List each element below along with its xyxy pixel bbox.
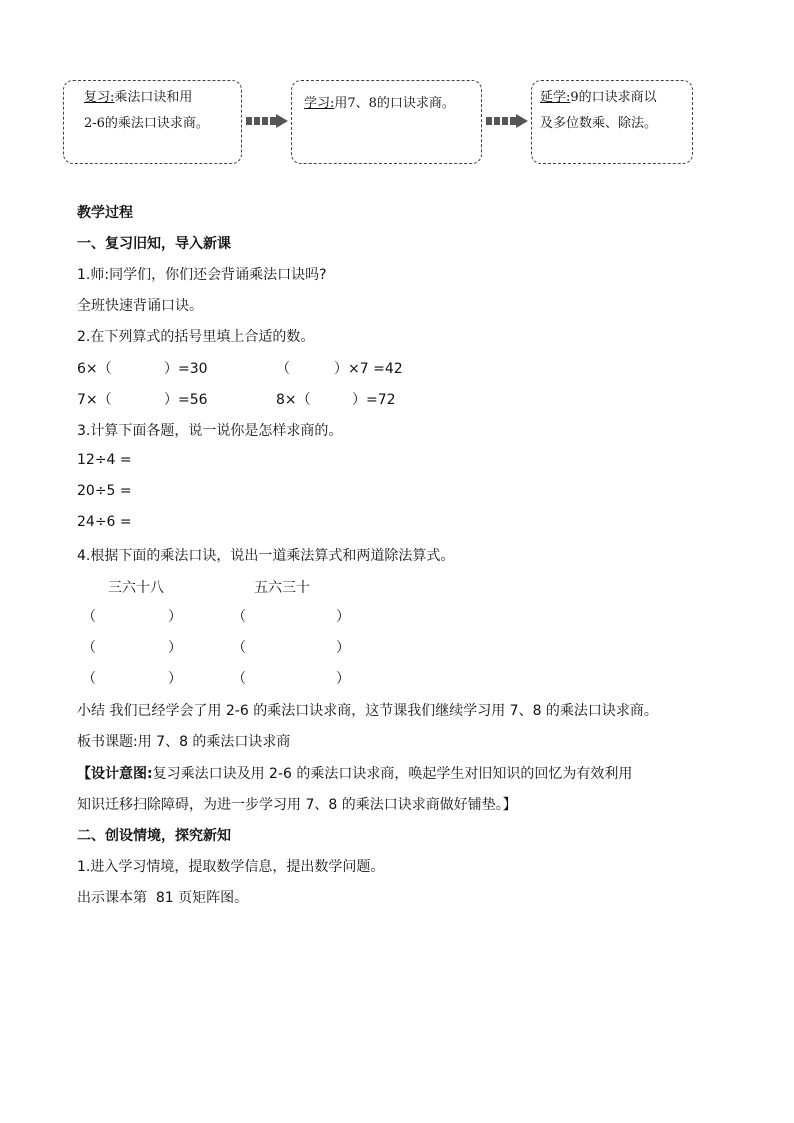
blank-open-3a: （: [82, 671, 96, 687]
arrow-icon-1: [246, 114, 288, 128]
equation-2a-left: 7×（: [77, 392, 112, 408]
blank-open-2b: （: [232, 640, 246, 656]
blank-close-1b: ）: [336, 609, 350, 625]
blank-close-3b: ）: [336, 671, 350, 687]
flow-tag-extend: 延学:: [540, 90, 571, 105]
equation-2b-right: ）=72: [352, 392, 396, 408]
blank-open-1b: （: [232, 609, 246, 625]
arrow-icon-2: [486, 114, 528, 128]
blank-close-2b: ）: [336, 640, 350, 656]
equation-1a-right: ）=30: [164, 361, 208, 377]
rhyme-2: 五六三十: [254, 580, 310, 596]
blank-open-2a: （: [82, 640, 96, 656]
flow-tag-review: 复习:: [84, 90, 115, 105]
question-4: 4.根据下面的乘法口诀，说出一道乘法算式和两道除法算式。: [77, 548, 455, 564]
equation-2a-right: ）=56: [164, 392, 208, 408]
equation-2b-left: 8×（: [276, 392, 311, 408]
flow-text-extend-1: 9的口诀求商以: [570, 90, 657, 105]
equation-1b-right: ）×7 =42: [334, 361, 403, 377]
process-title: 教学过程: [77, 205, 133, 221]
board-title: 板书课题:用 7、8 的乘法口诀求商: [77, 734, 291, 750]
blank-close-1a: ）: [168, 609, 182, 625]
blank-close-3a: ）: [168, 671, 182, 687]
section-1-heading: 一、复习旧知，导入新课: [77, 236, 231, 252]
question-1: 1.师:同学们，你们还会背诵乘法口诀吗?: [77, 267, 327, 283]
calc-item-2: 20÷5 =: [77, 483, 132, 499]
design-intent-label: 【设计意图:: [77, 766, 153, 782]
question-3: 3.计算下面各题，说一说你是怎样求商的。: [77, 423, 343, 439]
section-2-question-1: 1.进入学习情境，提取数学信息，提出数学问题。: [77, 859, 385, 875]
question-2: 2.在下列算式的括号里填上合适的数。: [77, 329, 315, 345]
design-intent-text-1: 复习乘法口诀及用 2-6 的乘法口诀求商，唤起学生对旧知识的回忆为有效利用: [152, 766, 633, 782]
blank-open-3b: （: [232, 671, 246, 687]
flow-box-review: [63, 80, 242, 164]
flow-box-learn: [291, 80, 482, 164]
section-2-heading: 二、创设情境，探究新知: [77, 828, 231, 844]
design-intent-line-1: [77, 763, 632, 783]
rhyme-1: 三六十八: [108, 580, 164, 596]
summary: 小结 我们已经学会了用 2-6 的乘法口诀求商，这节课我们继续学习用 7、8 的乘法口诀求商。: [77, 703, 658, 719]
section-2-show: 出示课本第 81 页矩阵图。: [77, 890, 249, 906]
calc-item-1: 12÷4 =: [77, 452, 132, 468]
blank-close-2a: ）: [168, 640, 182, 656]
flow-tag-learn: 学习:: [304, 96, 335, 111]
flow-text-learn-1: 用7、8的口诀求商。: [334, 96, 455, 111]
equation-1a-left: 6×（: [77, 361, 112, 377]
flow-box-extend: [531, 80, 693, 164]
flow-text-review-2: 2-6的乘法口诀求商。: [84, 116, 209, 131]
design-intent-line-2: 知识迁移扫除障碍，为进一步学习用 7、8 的乘法口诀求商做好铺垫。】: [77, 797, 517, 813]
flow-text-extend-2: 及多位数乘、除法。: [540, 116, 658, 131]
blank-open-1a: （: [82, 609, 96, 625]
flow-text-review-1: 乘法口诀和用: [114, 90, 193, 105]
question-1-answer: 全班快速背诵口诀。: [77, 298, 203, 314]
equation-1b-left: （: [276, 361, 290, 377]
calc-item-3: 24÷6 =: [77, 514, 132, 530]
